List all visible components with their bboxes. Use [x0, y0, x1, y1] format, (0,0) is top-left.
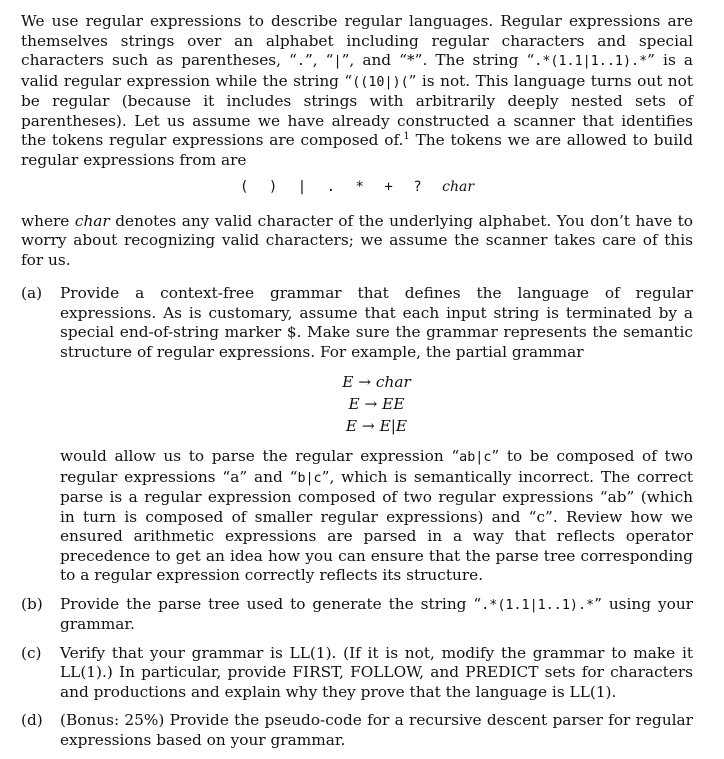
question-d: [21, 711, 693, 750]
para-text: ”, which is semantically incorrect. The correct parse is a regular expression composed of two regular expressions “ab” (which in turn is composed of smaller regular expressions) and “c”. Review how we ensured arithmetic expressions are parsed in a way that reflects operator precedence to get an idea how you can ensure that the parse tree corresponding to a regular expression correctly reflects its structure.: [60, 467, 693, 584]
char-term: char: [74, 211, 110, 230]
footnote-marker: 1: [403, 130, 410, 142]
partial-grammar: [60, 371, 693, 437]
token: +: [384, 179, 393, 195]
intro-text: ” is not. This language turns out not be regular (because it includes strings with arbitrarily deeply nested sets of parentheses). Let us assume we have already constructed a scanner that identifies the tokens regular expressions are composed of.: [21, 71, 693, 149]
question-label: (d): [21, 711, 43, 729]
question-label: (b): [21, 594, 43, 613]
grammar-rule: E → E|E: [345, 417, 408, 435]
intro-text: ”, and “: [341, 51, 407, 69]
question-text: Verify that your grammar is LL(1). (If it is not, modify the grammar to make it LL(1).) In particular, provide FIRST, FOLLOW, and PREDICT sets for characters and productions and explain why they prove that the language is LL(1).: [60, 643, 693, 701]
grammar-rule: E → char: [342, 373, 411, 391]
para-text: ” using your grammar.: [60, 594, 693, 633]
para-text: would allow us to parse the regular expression “: [60, 447, 460, 465]
token: ): [268, 179, 278, 195]
para-text: Provide the parse tree used to generate the string “: [60, 594, 482, 613]
question-c: [21, 644, 693, 703]
question-label: (a): [21, 284, 43, 302]
para-text: where: [21, 211, 75, 230]
regex-example: b|c: [297, 470, 322, 486]
token: .: [326, 179, 336, 195]
question-label: (c): [21, 643, 42, 662]
intro-text: The tokens we are allowed to build regular expressions from are: [21, 131, 693, 169]
document-body: [21, 12, 693, 759]
code-bar: |: [333, 54, 342, 69]
grammar-rule: E → EE: [348, 395, 405, 413]
intro-text: We use regular expressions to describe regular languages. Regular expressions are themselves strings over an alphabet including regular characters and special characters such as parentheses, “: [21, 12, 693, 69]
token: (: [239, 179, 249, 195]
code-dot: .: [296, 54, 305, 69]
token: |: [297, 179, 307, 195]
intro-text: ”. The string “: [414, 51, 535, 69]
question-b: [21, 595, 693, 635]
code-star: *: [406, 51, 415, 69]
token: *: [355, 179, 364, 195]
token-char: char: [442, 179, 475, 195]
regex-example: .*(1.1|1..1).*: [481, 597, 595, 613]
para-text: ” to be composed of two regular expressions “a” and “: [60, 447, 693, 486]
intro-text: ”, “: [304, 51, 334, 69]
token-list: [21, 178, 693, 198]
question-text: (Bonus: 25%) Provide the pseudo-code for a recursive descent parser for regular expressions based on your grammar.: [60, 711, 693, 749]
token: ?: [413, 179, 422, 195]
char-paragraph: [21, 212, 693, 271]
question-text: [60, 595, 693, 635]
para-text: denotes any valid character of the underlying alphabet. You don’t have to worry about recognizing valid characters; we assume the scanner takes care of this for us.: [21, 211, 693, 269]
question-text: Provide a context-free grammar that defines the language of regular expressions. As is customary, assume that each input string is terminated by a special end-of-string marker $. Make sure the grammar represents the semantic structure of regular expressions. For example, the partial grammar: [60, 284, 693, 361]
valid-regex-example: .*(1.1|1..1).*: [534, 54, 648, 69]
intro-text: ” is a valid regular expression while the string “: [21, 51, 693, 90]
invalid-regex-example: ((10|)(: [352, 74, 409, 90]
question-list: [21, 284, 693, 750]
regex-example: ab|c: [459, 450, 492, 465]
intro-paragraph: [21, 12, 693, 170]
question-a-continuation: [60, 447, 693, 586]
question-a: [21, 284, 693, 586]
